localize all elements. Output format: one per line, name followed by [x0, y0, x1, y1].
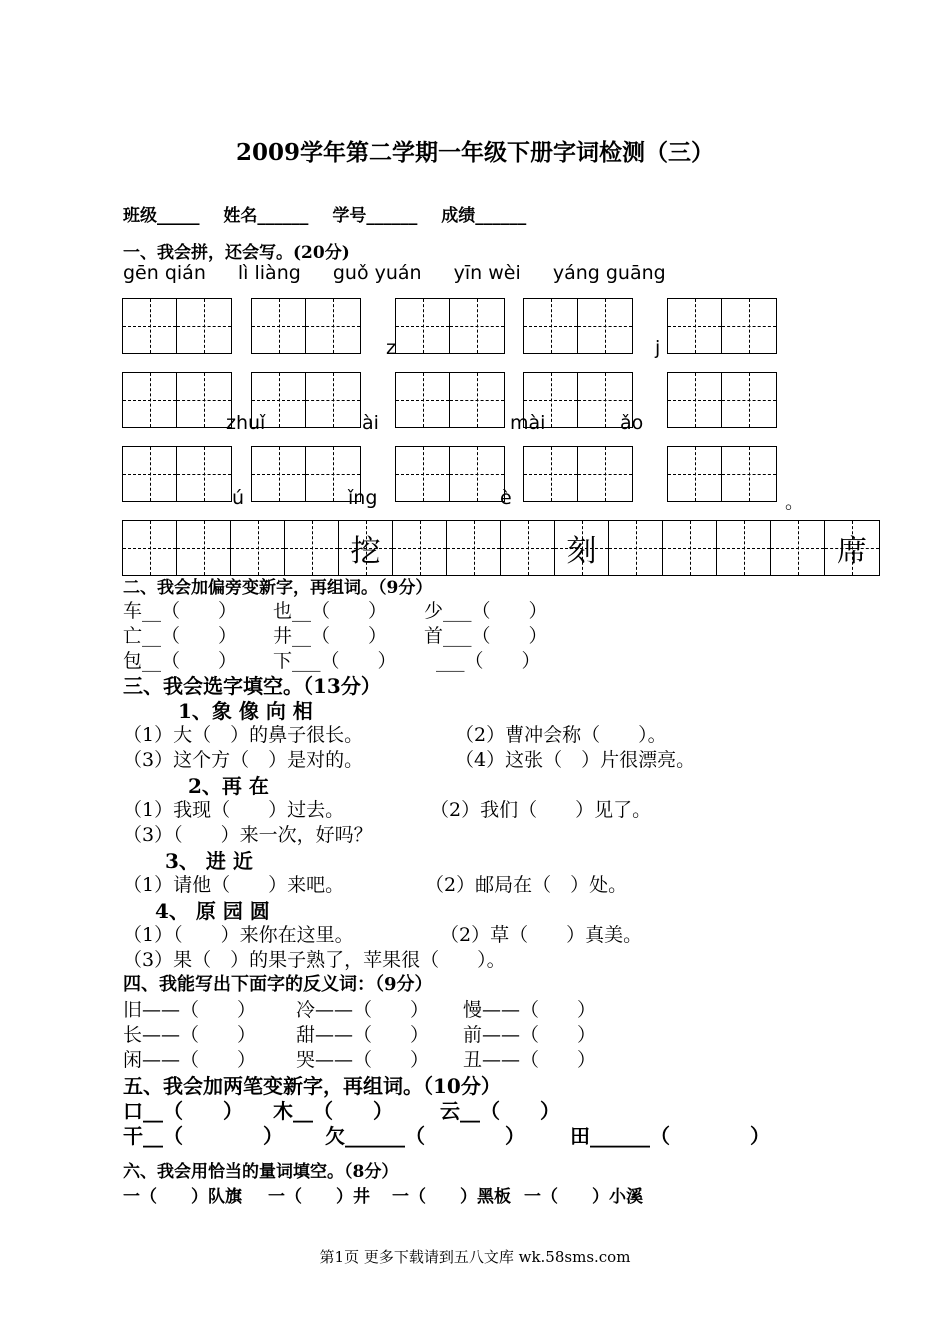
s2-item: ___（ ） — [436, 650, 541, 672]
score-field: 成绩______ — [441, 206, 527, 226]
fill-sentence: （1）请他（ ）来吧。 — [123, 874, 345, 896]
fill-sentence: （1）大（ ）的鼻子很长。 — [123, 724, 364, 746]
fill-sentence: （3）这个方（ ）是对的。 — [123, 749, 364, 771]
pinyin-fragment: zhuǐ — [226, 412, 266, 434]
fill-sentence: （1）（ ）来你在这里。 — [123, 924, 354, 946]
group2-title: 2、再 在 — [188, 774, 269, 798]
writing-grid[interactable] — [523, 446, 633, 502]
group4-title: 4、 原 园 圆 — [155, 899, 270, 923]
antonym-item: 甜——（ ） — [296, 1024, 430, 1046]
writing-grid[interactable] — [667, 446, 777, 502]
fill-sentence: （4）这张（ ）片很漂亮。 — [455, 749, 696, 771]
s2-item: 少___（ ） — [424, 600, 548, 622]
pinyin-fragment: ú — [232, 487, 245, 509]
fill-sentence: （3）果（ ）的果子熟了，苹果很（ ）。 — [123, 949, 506, 971]
s2-item: 井__（ ） — [273, 625, 388, 647]
pinyin-fragment: ǎo — [620, 412, 644, 434]
pinyin-fragment: 。 — [785, 491, 805, 513]
pinyin-item: yáng guāng — [552, 262, 666, 284]
pinyin-item: guǒ yuán — [332, 262, 422, 284]
measure-word-item: 一（ ）井 — [268, 1187, 370, 1207]
fill-sentence: （2）曹冲会称（ ）。 — [455, 724, 667, 746]
name-field: 姓名______ — [223, 206, 309, 226]
antonym-item: 冷——（ ） — [296, 999, 430, 1021]
grid-char-wa: 挖 — [350, 534, 381, 569]
stroke-item: 欠______（ ） — [325, 1124, 525, 1148]
antonym-item: 旧——（ ） — [123, 999, 257, 1021]
pinyin-fragment: è — [500, 487, 512, 509]
pinyin-item: lì liàng — [237, 262, 301, 284]
student-number-field: 学号______ — [332, 206, 418, 226]
antonym-item: 长——（ ） — [123, 1024, 257, 1046]
pinyin-fragment: z — [386, 337, 396, 359]
writing-grid[interactable] — [122, 372, 232, 428]
pinyin-fragment: j — [655, 337, 661, 359]
fill-sentence: （3）（ ）来一次，好吗？ — [123, 824, 373, 846]
writing-grid[interactable] — [395, 446, 505, 502]
group3-title: 3、 进 近 — [165, 849, 253, 873]
s2-item: 包__（ ） — [123, 650, 238, 672]
fill-sentence: （1）我现（ ）过去。 — [123, 799, 345, 821]
pinyin-item: yīn wèi — [453, 262, 521, 284]
writing-grid[interactable] — [251, 298, 361, 354]
antonym-item: 慢——（ ） — [463, 999, 597, 1021]
stroke-item: 干__（ ） — [123, 1124, 283, 1148]
antonym-item: 哭——（ ） — [296, 1049, 430, 1071]
section1-heading: 一、我会拼，还会写。(20分) — [123, 243, 350, 263]
s2-item: 下___（ ） — [273, 650, 397, 672]
fill-sentence: （2）邮局在（ ）处。 — [425, 874, 628, 896]
antonym-item: 丑——（ ） — [463, 1049, 597, 1071]
page-title: 2009学年第二学期一年级下册字词检测（三） — [235, 139, 714, 166]
section5-heading: 五、我会加两笔变新字，再组词。（10分） — [123, 1074, 501, 1098]
grid-char-xi: 席 — [837, 534, 867, 569]
section6-heading: 六、我会用恰当的量词填空。（8分） — [123, 1162, 399, 1182]
s2-item: 也__（ ） — [273, 600, 388, 622]
stroke-item: 木__（ ） — [273, 1099, 393, 1123]
writing-grid[interactable] — [251, 372, 361, 428]
writing-grid[interactable] — [523, 372, 633, 428]
writing-grid[interactable] — [523, 298, 633, 354]
pinyin-row — [123, 262, 692, 284]
writing-grid[interactable] — [395, 372, 505, 428]
group1-title: 1、象 像 向 相 — [178, 699, 313, 723]
stroke-item: 云__（ ） — [440, 1099, 560, 1123]
antonym-item: 闲——（ ） — [123, 1049, 257, 1071]
pinyin-fragment: ǐng — [348, 487, 378, 509]
stroke-item: 口__（ ） — [123, 1099, 243, 1123]
measure-word-item: 一（ ）小溪 — [524, 1187, 643, 1207]
section4-heading: 四、我能写出下面字的反义词：（9分） — [123, 974, 433, 995]
fill-sentence: （2）我们（ ）见了。 — [430, 799, 652, 821]
pinyin-fragment: mài — [510, 412, 546, 434]
section3-heading: 三、我会选字填空。（13分） — [123, 674, 381, 698]
measure-word-item: 一（ ）黑板 — [392, 1187, 511, 1207]
pinyin-item: gēn qián — [123, 262, 206, 284]
writing-grid[interactable] — [395, 298, 505, 354]
antonym-item: 前——（ ） — [463, 1024, 597, 1046]
character-grid-row[interactable] — [122, 520, 880, 576]
s2-item: 首___（ ） — [424, 625, 548, 647]
writing-grid[interactable] — [122, 446, 232, 502]
writing-grid[interactable] — [122, 298, 232, 354]
class-field: 班级_____ — [123, 206, 200, 226]
pinyin-fragment: ài — [362, 412, 379, 434]
section2-heading: 二、我会加偏旁变新字，再组词。（9分） — [123, 578, 433, 598]
stroke-item: 田______（ ） — [570, 1124, 770, 1148]
grid-char-ke: 刻 — [566, 534, 597, 569]
writing-grid[interactable] — [251, 446, 361, 502]
student-info-line — [123, 201, 544, 226]
writing-grid[interactable] — [667, 298, 777, 354]
s2-item: 亡__（ ） — [123, 625, 238, 647]
page-footer: 第1页 更多下载请到五八文库 wk.58sms.com — [319, 1248, 631, 1266]
fill-sentence: （2）草（ ）真美。 — [440, 924, 643, 946]
writing-grid[interactable] — [667, 372, 777, 428]
s2-item: 车__（ ） — [123, 600, 238, 622]
measure-word-item: 一（ ）队旗 — [123, 1187, 242, 1207]
